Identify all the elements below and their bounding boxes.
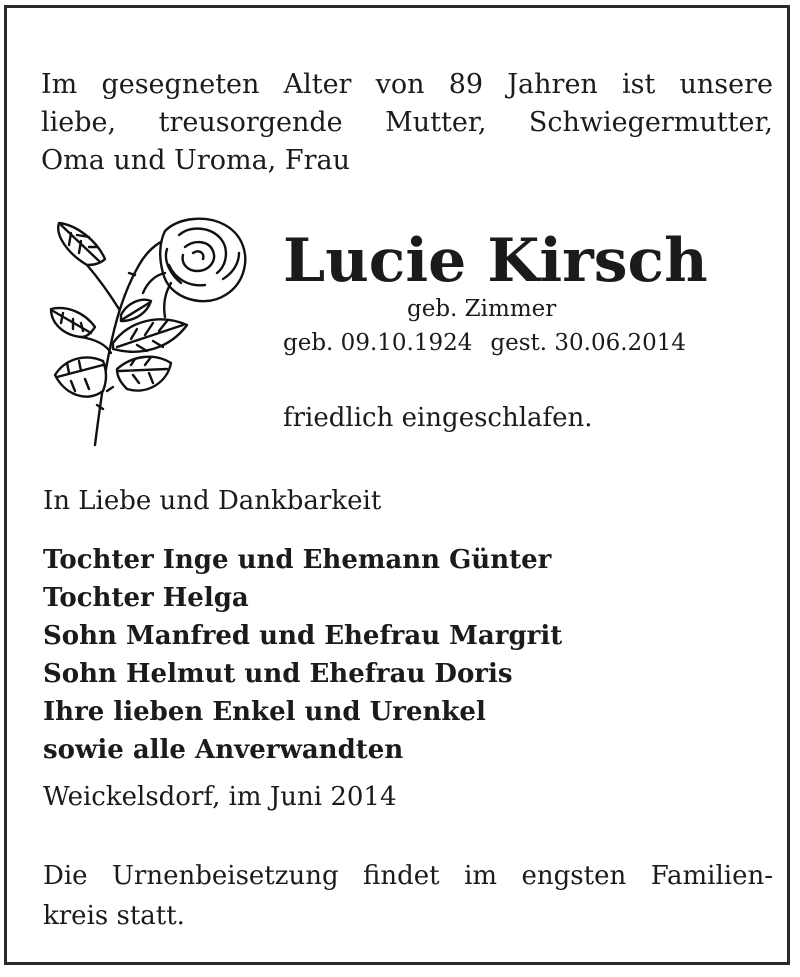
intro-text bbox=[41, 66, 773, 180]
maiden-name: geb. Zimmer bbox=[407, 296, 557, 322]
love-line: In Liebe und Dankbarkeit bbox=[43, 486, 382, 516]
life-dates bbox=[283, 330, 686, 356]
deceased-name: Lucie Kirsch bbox=[283, 226, 708, 296]
family-member: Sohn Helmut und Ehefrau Doris bbox=[43, 659, 513, 689]
intro-line-2: liebe, treusorgende Mutter, Schwiegermutter, bbox=[41, 107, 773, 138]
family-member: sowie alle Anverwandten bbox=[43, 735, 404, 765]
closing-line-1: Die Urnenbeisetzung findet im engsten Familien- bbox=[43, 861, 773, 891]
peace-note: friedlich eingeschlafen. bbox=[283, 403, 593, 433]
place-date: Weickelsdorf, im Juni 2014 bbox=[43, 782, 397, 812]
family-member: Ihre lieben Enkel und Urenkel bbox=[43, 697, 486, 727]
birth-date: geb. 09.10.1924 bbox=[283, 330, 473, 356]
intro-line-3: Oma und Uroma, Frau bbox=[41, 145, 350, 176]
obituary-frame bbox=[4, 5, 790, 965]
death-date: gest. 30.06.2014 bbox=[490, 330, 687, 356]
rose-icon bbox=[47, 213, 257, 453]
closing-note bbox=[43, 856, 773, 936]
closing-line-2: kreis statt. bbox=[43, 901, 185, 931]
family-list bbox=[43, 541, 562, 769]
family-member: Sohn Manfred und Ehefrau Margrit bbox=[43, 621, 563, 651]
intro-line-1: Im gesegneten Alter von 89 Jahren ist unsere bbox=[41, 69, 773, 100]
family-member: Tochter Helga bbox=[43, 583, 249, 613]
family-member: Tochter Inge und Ehemann Günter bbox=[43, 545, 552, 575]
